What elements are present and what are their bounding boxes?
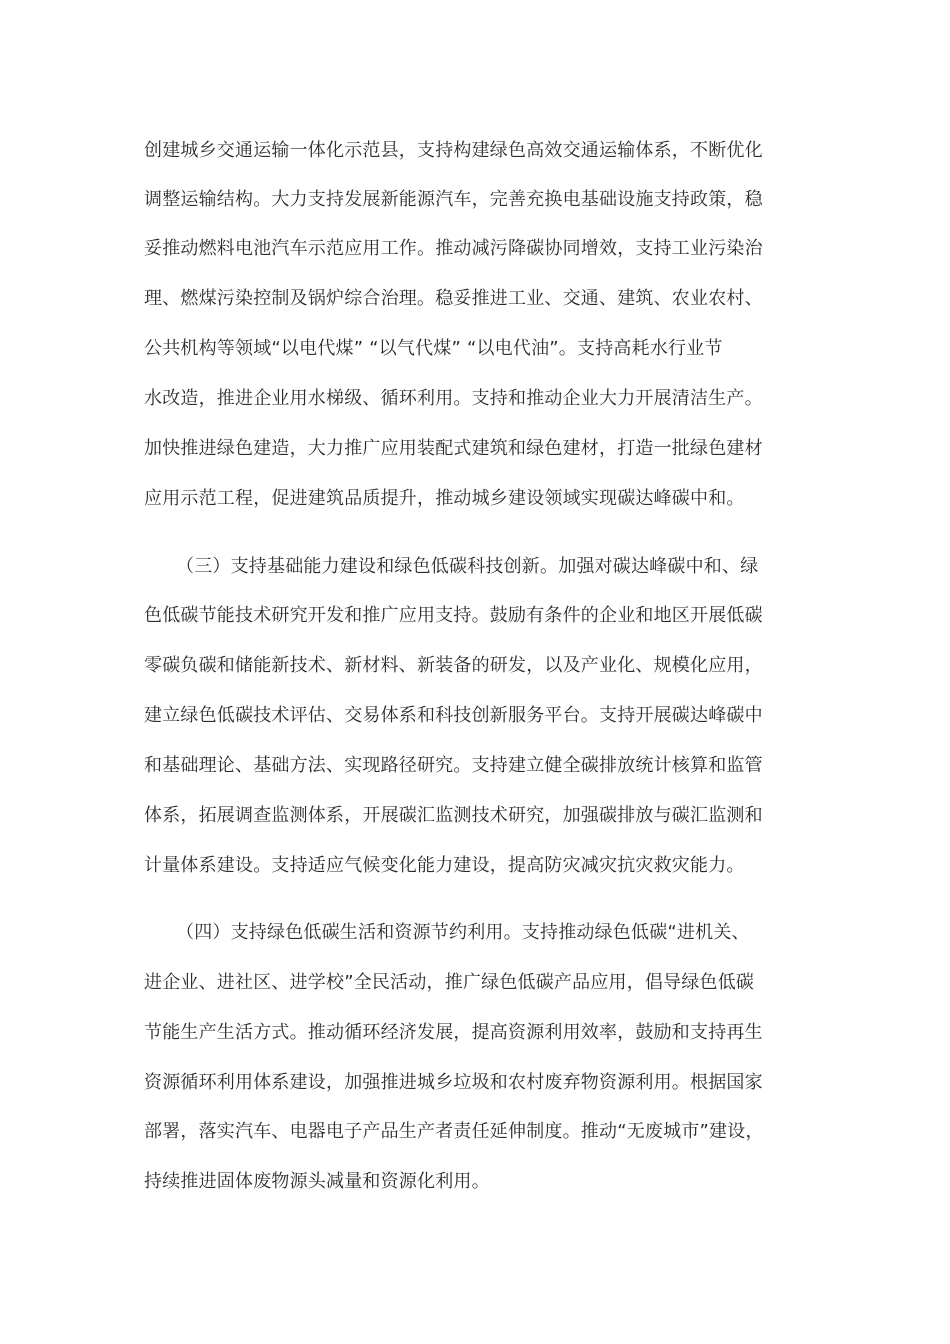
paragraph-3-line: 部署，落实汽车、电器电子产品生产者责任延伸制度。推动“无废城市”建设， xyxy=(144,1121,764,1142)
paragraph-2-line: （三）支持基础能力建设和绿色低碳科技创新。加强对碳达峰碳中和、绿 xyxy=(176,556,759,577)
paragraph-2-line: 色低碳节能技术研究开发和推广应用支持。鼓励有条件的企业和地区开展低碳 xyxy=(144,605,763,626)
paragraph-1-line: 公共机构等领域“以电代煤” “以气代煤” “以电代油”。支持高耗水行业节 xyxy=(144,338,723,359)
paragraph-1-line: 加快推进绿色建造，大力推广应用装配式建筑和绿色建材，打造一批绿色建材 xyxy=(144,438,763,459)
paragraph-1-line: 应用示范工程，促进建筑品质提升，推动城乡建设领域实现碳达峰碳中和。 xyxy=(144,488,745,509)
paragraph-3-line: 节能生产生活方式。推动循环经济发展，提高资源利用效率，鼓励和支持再生 xyxy=(144,1022,763,1043)
paragraph-2-line: 计量体系建设。支持适应气候变化能力建设，提高防灾减灾抗灾救灾能力。 xyxy=(144,855,745,876)
paragraph-2-line: 体系，拓展调查监测体系，开展碳汇监测技术研究，加强碳排放与碳汇监测和 xyxy=(144,805,763,826)
paragraph-3-line: （四）支持绿色低碳生活和资源节约利用。支持推动绿色低碳“进机关、 xyxy=(176,922,750,943)
paragraph-2-line: 和基础理论、基础方法、实现路径研究。支持建立健全碳排放统计核算和监管 xyxy=(144,755,763,776)
paragraph-3-line: 资源循环利用体系建设，加强推进城乡垃圾和农村废弃物资源利用。根据国家 xyxy=(144,1072,763,1093)
paragraph-1-line: 创建城乡交通运输一体化示范县，支持构建绿色高效交通运输体系，不断优化 xyxy=(144,140,763,161)
paragraph-3-line: 持续推进固体废物源头减量和资源化利用。 xyxy=(144,1171,490,1192)
paragraph-1-line: 妥推动燃料电池汽车示范应用工作。推动减污降碳协同增效，支持工业污染治 xyxy=(144,238,763,259)
paragraph-1-line: 水改造，推进企业用水梯级、循环利用。支持和推动企业大力开展清洁生产。 xyxy=(144,388,763,409)
paragraph-1-line: 理、燃煤污染控制及锅炉综合治理。稳妥推进工业、交通、建筑、农业农村、 xyxy=(144,288,763,309)
paragraph-2-line: 零碳负碳和储能新技术、新材料、新装备的研发，以及产业化、规模化应用， xyxy=(144,655,763,676)
paragraph-3-line: 进企业、进社区、进学校”全民活动，推广绿色低碳产品应用，倡导绿色低碳 xyxy=(144,972,755,993)
paragraph-1-line: 调整运输结构。大力支持发展新能源汽车，完善充换电基础设施支持政策，稳 xyxy=(144,189,763,210)
paragraph-2-line: 建立绿色低碳技术评估、交易体系和科技创新服务平台。支持开展碳达峰碳中 xyxy=(144,705,763,726)
